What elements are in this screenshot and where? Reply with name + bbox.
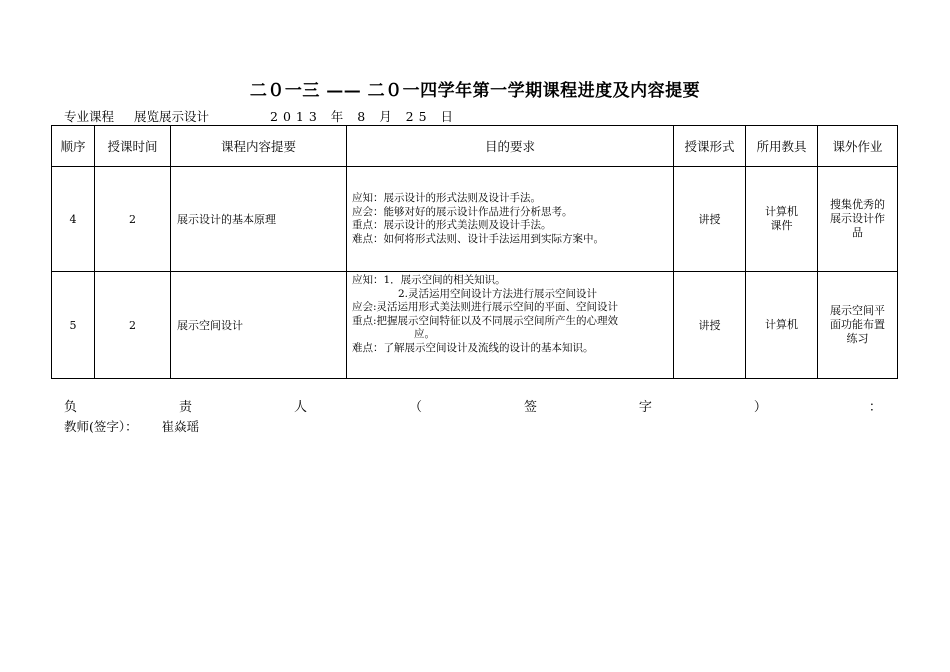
responsible-char: 字 [638, 400, 652, 415]
header-form: 授课形式 [674, 126, 746, 167]
homework-line: 展示空间平 [830, 304, 885, 317]
row-topic: 展示空间设计 [171, 272, 347, 379]
requirement-line: 应会:灵活运用形式美法则进行展示空间的平面、空间设计 [352, 301, 619, 313]
requirement-line: 应知：1．展示空间的相关知识。 [352, 274, 506, 286]
homework-line: 面功能布置 [830, 318, 885, 331]
row-tools [746, 272, 818, 379]
requirement-line: 应知：展示设计的形式法则及设计手法。 [352, 192, 541, 204]
row-homework [818, 272, 898, 379]
header-tools: 所用教具 [746, 126, 818, 167]
teacher-signature-line [64, 417, 199, 435]
header-requirements: 目的要求 [347, 126, 674, 167]
row-topic: 展示设计的基本原理 [171, 167, 347, 272]
course-meta [64, 107, 458, 126]
table-header-row [52, 126, 898, 167]
responsible-char: 签 [523, 400, 537, 415]
responsible-char: 人 [293, 400, 307, 415]
tool-line: 计算机 [765, 318, 798, 331]
requirement-line: 难点：了解展示空间设计及流线的设计的基本知识。 [352, 341, 594, 354]
homework-line: 练习 [846, 332, 869, 345]
row-form: 讲授 [674, 167, 746, 272]
row-order: 5 [52, 272, 95, 379]
header-order: 顺序 [52, 126, 95, 167]
responsible-char: ） [753, 400, 767, 415]
requirement-line: 应会：能够对好的展示设计作品进行分析思考。 [352, 205, 573, 218]
responsible-person-line [64, 396, 882, 415]
responsible-char: 责 [178, 400, 192, 415]
teacher-name: 崔焱瑶 [161, 419, 200, 434]
responsible-char: ： [868, 400, 882, 415]
course-date: 2013 年 8 月 25 日 [270, 109, 459, 124]
requirement-line: 应。 [414, 328, 435, 340]
course-label: 专业课程 [64, 109, 115, 124]
row-requirements [347, 167, 674, 272]
requirement-line: 重点:把握展示空间特征以及不同展示空间所产生的心理效 [352, 314, 619, 327]
row-hours: 2 [95, 167, 171, 272]
row-requirements [347, 272, 674, 379]
row-hours: 2 [95, 272, 171, 379]
header-topic: 课程内容提要 [171, 126, 347, 167]
course-name: 展览展示设计 [116, 107, 244, 126]
row-form: 讲授 [674, 272, 746, 379]
page-title: 二０一三 —— 二０一四学年第一学期课程进度及内容提要 [249, 81, 701, 101]
responsible-char: （ [408, 400, 422, 415]
row-tools [746, 167, 818, 272]
header-homework: 课外作业 [818, 126, 898, 167]
table-row [52, 167, 898, 272]
requirement-line: 难点：如何将形式法则、设计手法运用到实际方案中。 [352, 232, 604, 245]
requirement-line: 2.灵活运用空间设计方法进行展示空间设计 [398, 287, 598, 300]
tool-line: 计算机 [765, 205, 798, 218]
row-homework [818, 167, 898, 272]
tool-line: 课件 [770, 219, 793, 232]
responsible-char: 负 [64, 400, 78, 415]
row-order: 4 [52, 167, 95, 272]
header-hours: 授课时间 [95, 126, 171, 167]
teacher-label: 教师(签字）： [64, 419, 138, 434]
schedule-table [51, 125, 898, 379]
table-row [52, 272, 898, 379]
homework-line: 搜集优秀的 [830, 198, 885, 211]
homework-line: 展示设计作 [830, 212, 885, 225]
homework-line: 品 [852, 226, 863, 239]
requirement-line: 重点：展示设计的形式美法则及设计手法。 [352, 219, 552, 231]
